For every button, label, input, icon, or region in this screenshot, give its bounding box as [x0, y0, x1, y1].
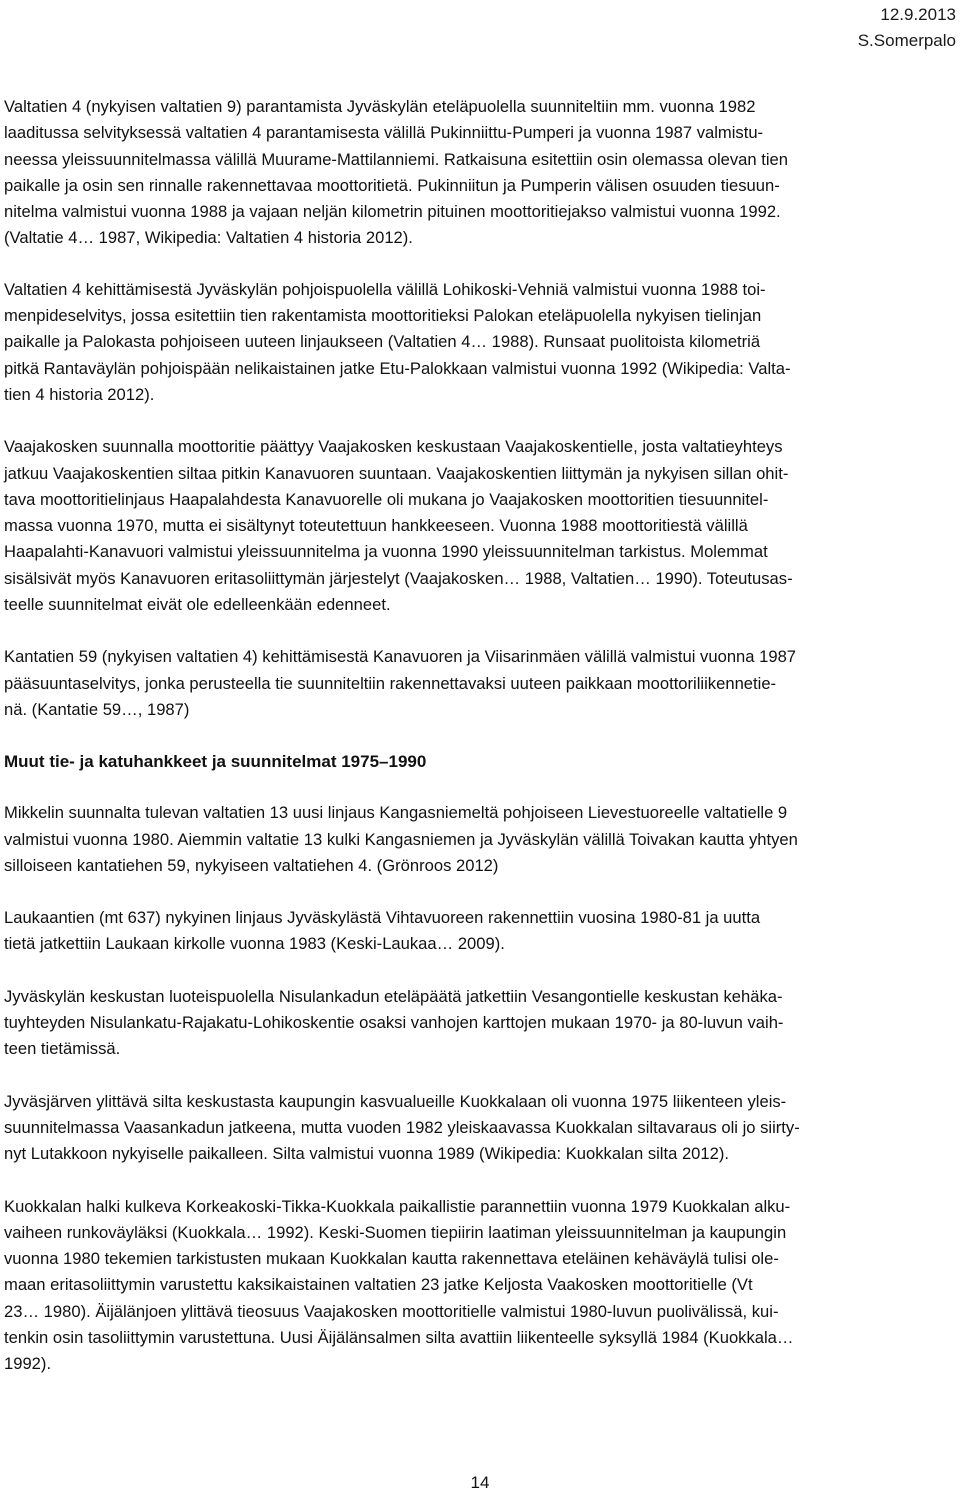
document-body: [4, 94, 956, 1404]
paragraph-nisulankatu: Jyväskylän keskustan luoteispuolella Nisulankadun eteläpäätä jatkettiin Vesangontielle keskustan kehäka- tuyhteyden Nisulankatu-Rajakatu-Lohikoskentie osaksi vanhojen karttojen mukaan 1970- ja 80-luvun vaih- teen tietämissä.: [4, 986, 784, 1059]
section-heading: Muut tie- ja katuhankkeet ja suunnitelmat 1975–1990: [4, 752, 427, 772]
page-header: [858, 2, 956, 54]
paragraph-valtatie-4-north: Valtatien 4 kehittämisestä Jyväskylän pohjoispuolella välillä Lohikoski-Vehniä valmistui vuonna 1988 toi- menpideselvitys, jossa esitettiin tien rakentamista moottoritieksi Palokan eteläpuolella nykyisen tielinjan paikalle ja Palokasta pohjoiseen uuteen linjaukseen (Valtatien 4… 1988). Runsaat puolitoista kilometriä pitkä Rantaväylän pohjoispään nelikaistainen jatke Etu-Palokkaan valmistui vuonna 1992 (Wikipedia: Valta- tien 4 historia 2012).: [4, 279, 791, 404]
paragraph-vaajakoski: Vaajakosken suunnalla moottoritie päättyy Vaajakosken keskustaan Vaajakoskentielle, josta valtatieyhteys jatkuu Vaajakoskentien siltaa pitkin Kanavuoren suuntaan. Vaajakoskentien liittymän ja nykyisen sillan ohit- tava moottoritielinjaus Haapalahdesta Kanavuorelle oli mukana jo Vaajakosken moottoritien tiesuunnitel- massa vuonna 1970, mutta ei sisältynyt toteutettuun hankkeeseen. Vuonna 1988 moottoritiestä välillä Haapalahti-Kanavuori valmistui yleissuunnitelma ja vuonna 1990 yleissuunnitelman tarkistus. Molemmat sisälsivät myös Kanavuoren eritasoliittymän järjestelyt (Vaajakosken… 1988, Valtatien… 1990). Toteutusas- teelle suunnitelmat eivät ole edelleenkään edenneet.: [4, 437, 793, 615]
header-author: S.Somerpalo: [857, 31, 956, 50]
paragraph-kuokkala-road: Kuokkalan halki kulkeva Korkeakoski-Tikka-Kuokkala paikallistie parannettiin vuonna 1979 Kuokkalan alku- vaiheen runkoväyläksi (Kuokkala… 1992). Keski-Suomen tiepiirin laatiman yleissuunnitelman ja kaupungin vuonna 1980 tekemien tarkistusten mukaan Kuokkalan kautta rakennettava eteläinen kehäväylä tulisi ole- maan eritasoliittymin varustettu kaksikaistainen valtatien 23 jatke Keljosta Vaakosken moottoritielle (Vt 23… 1980). Äijälänjoen ylittävä tieosuus Vaajakosken moottoritielle valmistui 1980-luvun puolivälissä, kui- tenkin osin tasoliittymin varustettuna. Uusi Äijälänsalmen silta avattiin liikenteelle syksyllä 1984 (Kuokkala… 1992).: [4, 1196, 794, 1374]
paragraph-laukaantie: Laukaantien (mt 637) nykyinen linjaus Jyväskylästä Vihtavuoreen rakennettiin vuosina 1980-81 ja uutta tietä jatkettiin Laukaan kirkolle vuonna 1983 (Keski-Laukaa… 2009).: [4, 908, 761, 954]
paragraph-valtatie-4-south: Valtatien 4 (nykyisen valtatien 9) parantamista Jyväskylän eteläpuolella suunniteltiin mm. vuonna 1982 laaditussa selvityksessä valtatien 4 parantamisesta välillä Pukinniittu-Pumperi ja vuonna 1987 valmistu- neessa yleissuunnitelmassa välillä Muurame-Mattilanniemi. Ratkaisuna esitettiin osin olemassa olevan tien paikalle ja osin sen rinnalle rakennettavaa moottoritietä. Pukinniitun ja Pumperin välisen osuuden tiesuun- nitelma valmistui vuonna 1988 ja vajaan neljän kilometrin pituinen moottoritiejakso valmistui vuonna 1992. (Valtatie 4… 1987, Wikipedia: Valtatien 4 historia 2012).: [4, 97, 788, 248]
paragraph-kuokkalan-silta: Jyväsjärven ylittävä silta keskustasta kaupungin kasvualueille Kuokkalaan oli vuonna 1975 liikenteen yleis- suunnitelmassa Vaasankadun jatkeena, mutta vuoden 1982 yleiskaavassa Kuokkalan siltavaraus oli jo siirty- nyt Lutakkoon nykyiselle paikalleen. Silta valmistui vuonna 1989 (Wikipedia: Kuokkalan silta 2012).: [4, 1091, 800, 1164]
page-number: 14: [470, 1473, 490, 1492]
paragraph-valtatie-13: Mikkelin suunnalta tulevan valtatien 13 uusi linjaus Kangasniemeltä pohjoiseen Lievestuoreelle valtatielle 9 valmistui vuonna 1980. Aiemmin valtatie 13 kulki Kangasniemen ja Jyväskylän välillä Toivakan kautta yhtyen silloiseen kantatiehen 59, nykyiseen valtatiehen 4. (Grönroos 2012): [4, 803, 798, 875]
header-date: 12.9.2013: [880, 5, 956, 24]
paragraph-kantatie-59: Kantatien 59 (nykyisen valtatien 4) kehittämisestä Kanavuoren ja Viisarinmäen välillä valmistui vuonna 1987 pääsuuntaselvitys, jonka perusteella tie suunniteltiin rakennettavaksi uuteen paikkaan moottoriliikennetie- nä. (Kantatie 59…, 1987): [4, 647, 797, 719]
